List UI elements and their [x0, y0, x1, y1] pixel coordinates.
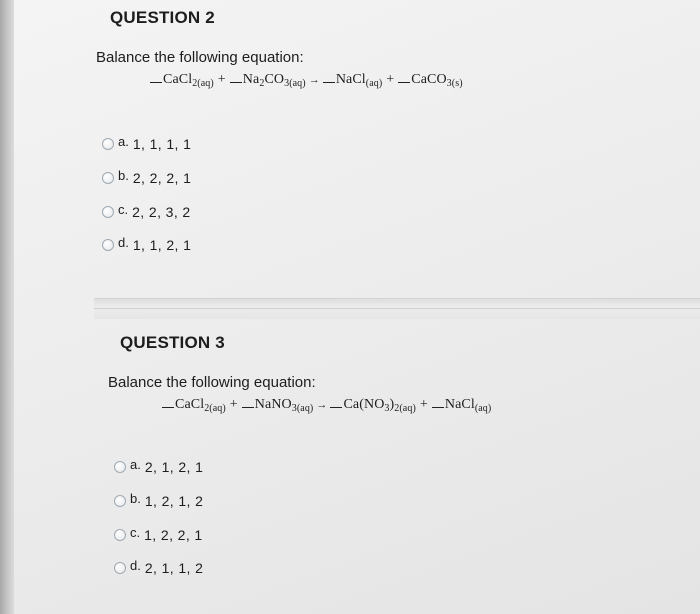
product-1: NaCl$_{(aq)}$: [335, 72, 383, 89]
option-text: 2, 1, 2, 1: [144, 459, 204, 475]
radio-button[interactable]: [102, 239, 114, 251]
q2-option-a[interactable]: [102, 133, 192, 152]
plus-sign: +: [217, 72, 226, 87]
product-2: NaCl$_{(aq)}$: [444, 397, 492, 414]
option-text: 1, 1, 1, 1: [132, 136, 192, 152]
coefficient-blank: [330, 407, 342, 408]
option-letter: a.: [130, 456, 141, 472]
coefficient-blank: [432, 407, 444, 408]
option-text: 2, 2, 2, 1: [132, 170, 192, 186]
reaction-arrow: →: [316, 399, 328, 411]
option-letter: d.: [118, 234, 129, 250]
left-edge-strip: [0, 0, 14, 614]
q3-option-b[interactable]: [114, 490, 204, 509]
option-letter: c.: [118, 201, 129, 217]
q2-option-d[interactable]: [102, 234, 192, 253]
radio-button[interactable]: [102, 206, 114, 218]
plus-sign: +: [419, 397, 428, 412]
question-2-prompt: Balance the following equation:: [96, 49, 304, 66]
question-3-block: [14, 318, 700, 614]
question-3-equation: [162, 397, 491, 413]
q3-option-d[interactable]: [114, 557, 204, 576]
reactant-2: NaNO$_{3(aq)}$: [254, 397, 314, 414]
radio-button[interactable]: [102, 172, 114, 184]
option-text: 2, 2, 3, 2: [132, 204, 191, 220]
coefficient-blank: [162, 407, 174, 408]
coefficient-blank: [398, 82, 410, 83]
quiz-page: [14, 0, 700, 614]
reaction-arrow: →: [308, 74, 320, 86]
option-text: 2, 1, 1, 2: [144, 560, 204, 576]
plus-sign: +: [229, 397, 238, 412]
q3-option-c[interactable]: [114, 524, 203, 543]
q2-option-b[interactable]: [102, 167, 192, 186]
question-3-title: QUESTION 3: [120, 333, 225, 352]
radio-button[interactable]: [114, 461, 126, 473]
reactant-1: CaCl$_{2(aq)}$: [175, 397, 226, 414]
coefficient-blank: [323, 82, 335, 83]
product-1: $Ca(NO_3)_{2(aq)}$: [343, 397, 416, 414]
option-letter: b.: [118, 167, 129, 183]
radio-button[interactable]: [114, 495, 126, 507]
option-text: 1, 1, 2, 1: [132, 237, 192, 253]
question-3-prompt: Balance the following equation:: [108, 374, 316, 391]
coefficient-blank: [230, 82, 242, 83]
radio-button[interactable]: [114, 529, 126, 541]
option-letter: d.: [130, 557, 141, 573]
q3-option-a[interactable]: [114, 456, 204, 475]
question-2-equation: [150, 72, 463, 88]
question-2-block: [14, 0, 700, 292]
option-letter: b.: [130, 490, 141, 506]
reactant-2: $Na_2CO_{3(aq)}$: [242, 72, 306, 89]
coefficient-blank: [150, 82, 162, 83]
option-text: 1, 2, 1, 2: [144, 493, 204, 509]
radio-button[interactable]: [102, 138, 114, 150]
reactant-1: CaCl$_{2(aq)}$: [163, 72, 214, 89]
q2-option-c[interactable]: [102, 201, 191, 220]
option-letter: a.: [118, 133, 129, 149]
plus-sign: +: [386, 72, 395, 87]
question-2-title: QUESTION 2: [110, 8, 215, 27]
option-letter: c.: [130, 524, 141, 540]
divider-line: [94, 308, 700, 309]
radio-button[interactable]: [114, 562, 126, 574]
option-text: 1, 2, 2, 1: [144, 527, 203, 543]
product-2: CaCO$_{3(s)}$: [411, 72, 463, 89]
coefficient-blank: [242, 407, 254, 408]
